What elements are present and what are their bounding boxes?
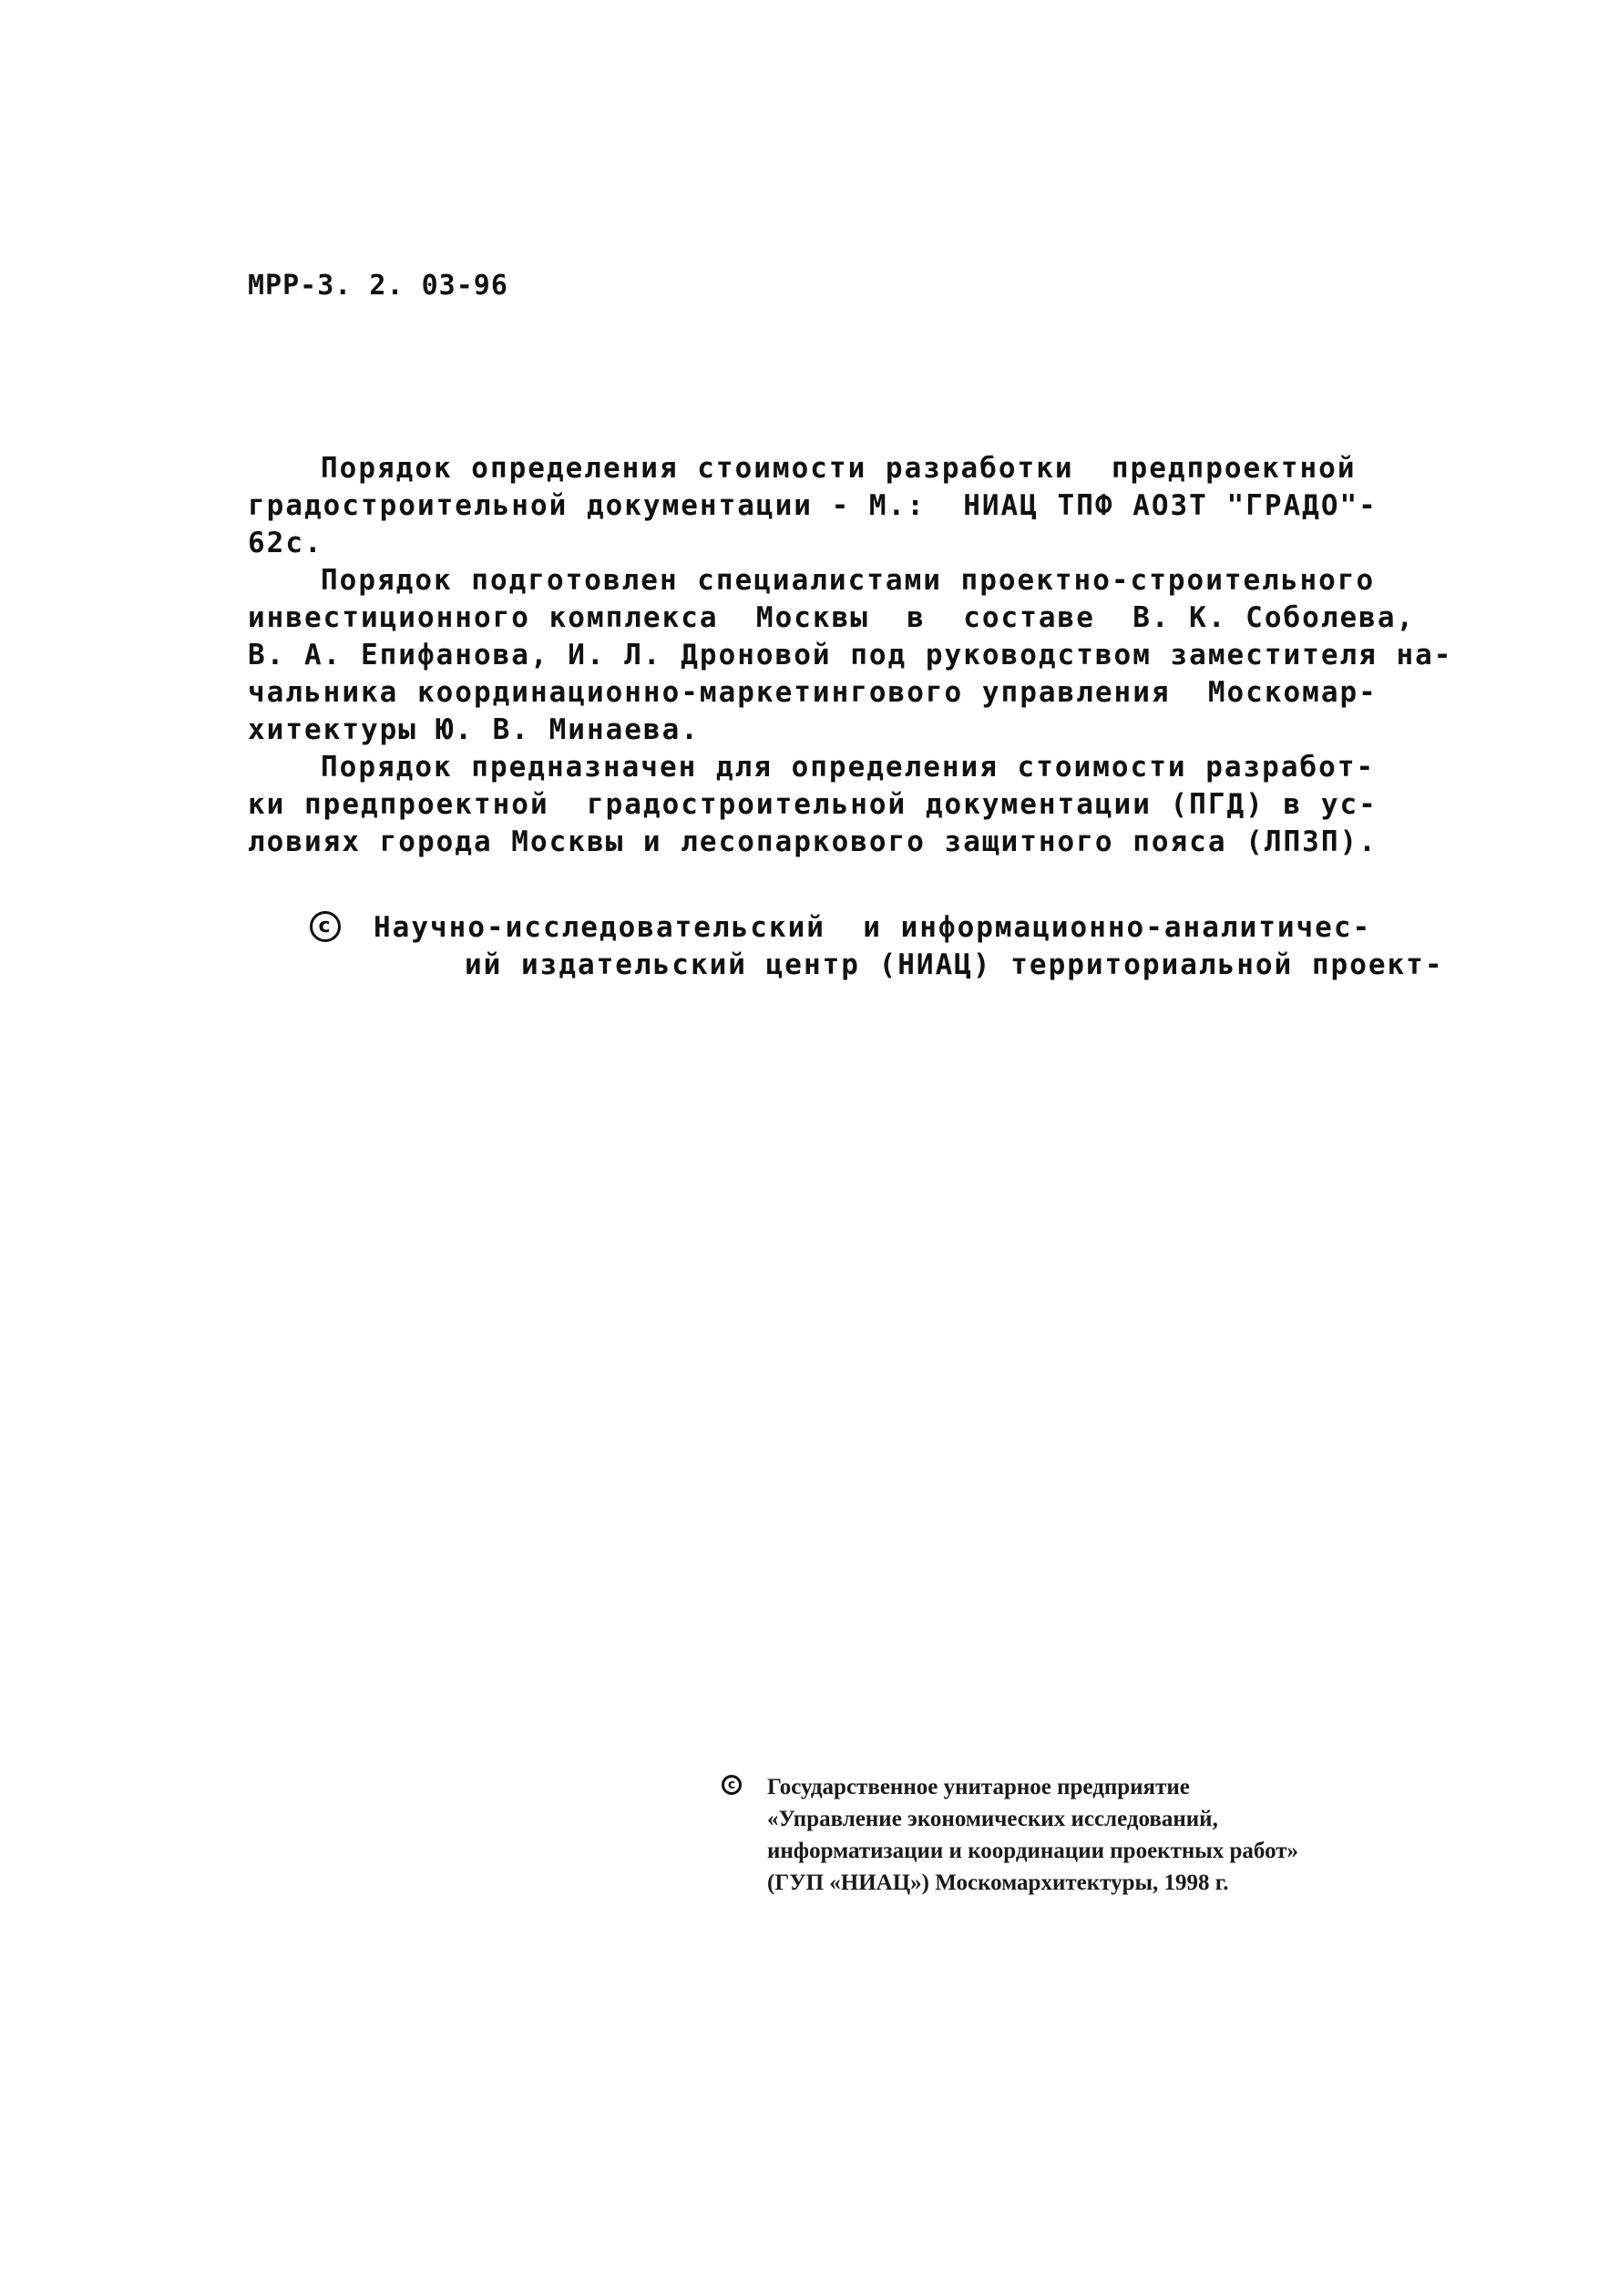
footer-line: информатизации и координации проектных работ» xyxy=(767,1839,1299,1863)
copyright-footer-icon: c xyxy=(722,1775,742,1795)
description-block xyxy=(248,450,1453,861)
footer-line: «Управление экономических исследований, xyxy=(767,1807,1218,1831)
footer-line: Государственное унитарное предприятие xyxy=(767,1775,1190,1799)
paragraph-line: Порядок предназначен для определения стоимости разработ- xyxy=(321,751,1376,784)
copyright-line: Научно-исследовательский и информационно-аналитичес- xyxy=(374,911,1372,944)
paragraph-line: чальника координационно-маркетингового управления Москомар- xyxy=(248,676,1378,709)
purpose-paragraph xyxy=(248,749,1378,861)
copyright-line: ий издательский центр (НИАЦ) территориальной проект- xyxy=(465,948,1444,981)
copyright-icon: c xyxy=(310,911,341,942)
paragraph-line: Порядок подготовлен специалистами проектно-строительного xyxy=(321,564,1376,597)
paragraph-line: 62с. xyxy=(248,527,323,559)
footer-line: (ГУП «НИАЦ») Москомархитектуры, 1998 г. xyxy=(767,1871,1229,1895)
paragraph-line: ки предпроектной градостроительной документации (ПГД) в ус- xyxy=(248,788,1378,821)
paragraph-line: В. А. Епифанова, И. Л. Дроновой под руководством заместителя на- xyxy=(248,639,1453,671)
paragraph-line: Порядок определения стоимости разработки предпроектной xyxy=(321,452,1357,485)
paragraph-line: ловиях города Москвы и лесопаркового защитного пояса (ЛПЗП). xyxy=(248,825,1378,858)
paragraph-line: хитектуры Ю. В. Минаева. xyxy=(248,713,700,746)
paragraph-line: инвестиционного комплекса Москвы в составе В. К. Соболева, xyxy=(248,601,1416,634)
publication-paragraph xyxy=(248,450,1378,562)
document-code: МРР-3. 2. 03-96 xyxy=(248,270,508,302)
copyright-footer xyxy=(722,1771,1359,1899)
authors-paragraph xyxy=(248,562,1453,749)
copyright-main xyxy=(310,909,1444,984)
paragraph-line: градостроительной документации - М.: НИАЦ ТПФ АОЗТ "ГРАДО"- xyxy=(248,489,1378,522)
